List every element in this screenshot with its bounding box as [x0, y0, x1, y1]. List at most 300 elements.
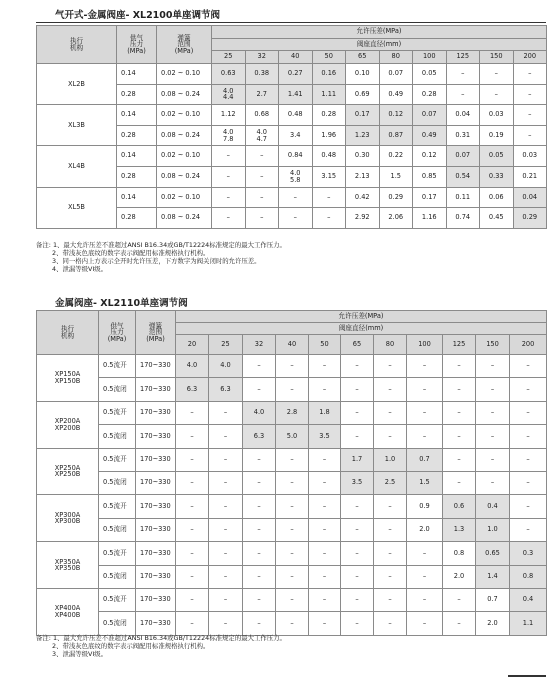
value-cell: –	[443, 401, 476, 424]
spring-cell: 170~330	[136, 401, 176, 424]
value-cell: 0.63	[212, 64, 246, 85]
value-cell: –	[513, 64, 547, 85]
note-line: 3、泄漏等级VI级。	[52, 650, 108, 658]
value-cell: –	[341, 401, 374, 424]
value-cell: –	[407, 425, 443, 448]
value-cell: 6.3	[209, 378, 243, 401]
title-divider	[36, 22, 546, 23]
value-cell: –	[513, 105, 547, 126]
value-cell: 3.5	[309, 425, 341, 448]
value-cell: –	[212, 208, 246, 229]
value-cell: –	[209, 425, 243, 448]
value-cell: 0.28	[312, 105, 346, 126]
value-cell: –	[312, 208, 346, 229]
value-cell: 0.69	[346, 84, 380, 105]
value-cell: 0.45	[480, 208, 514, 229]
spring-cell: 0.08 ~ 0.24	[157, 84, 212, 105]
note-line: 2、带浅灰色底纹的数字表示阀配用标准规格执行机构。	[52, 249, 210, 257]
supply-cell: 0.5流开	[99, 542, 136, 565]
value-cell: 1.11	[312, 84, 346, 105]
value-cell: –	[309, 378, 341, 401]
value-cell: –	[476, 401, 510, 424]
value-cell: 2.0	[476, 612, 510, 635]
value-cell: –	[513, 84, 547, 105]
value-cell: –	[309, 588, 341, 611]
table-row	[37, 471, 547, 494]
value-cell: –	[407, 588, 443, 611]
table1-notes	[36, 241, 286, 273]
spring-cell: 0.08 ~ 0.24	[157, 208, 212, 229]
value-cell: –	[443, 355, 476, 378]
table-row	[37, 378, 547, 401]
supply-cell: 0.28	[117, 166, 157, 187]
value-cell: 0.6	[443, 495, 476, 518]
value-cell: –	[446, 64, 480, 85]
value-cell: –	[476, 378, 510, 401]
value-cell: –	[243, 565, 276, 588]
value-cell: –	[513, 125, 547, 146]
value-cell: 0.68	[245, 105, 279, 126]
value-cell: 0.03	[480, 105, 514, 126]
supply-cell: 0.5流开	[99, 355, 136, 378]
actuator-header: 执行 机构	[37, 311, 99, 355]
value-cell: –	[510, 378, 547, 401]
value-cell: 3.15	[312, 166, 346, 187]
value-cell: –	[374, 612, 407, 635]
table2-title: 金属阀座- XL2110单座调节阀	[55, 298, 188, 309]
actuator-cell: XL5B	[37, 187, 117, 228]
value-cell: –	[309, 471, 341, 494]
value-cell: –	[245, 187, 279, 208]
value-cell: 1.3	[443, 518, 476, 541]
value-cell: –	[312, 187, 346, 208]
value-cell: 6.3	[243, 425, 276, 448]
value-cell: –	[341, 378, 374, 401]
value-cell: 0.7	[407, 448, 443, 471]
value-cell: –	[476, 425, 510, 448]
value-cell: 0.49	[379, 84, 413, 105]
supply-cell: 0.5流闭	[99, 378, 136, 401]
value-cell: 1.8	[309, 401, 341, 424]
value-cell: –	[407, 401, 443, 424]
value-cell: 1.5	[407, 471, 443, 494]
value-cell: 0.07	[413, 105, 447, 126]
value-cell: –	[276, 448, 309, 471]
value-cell: 1.0	[476, 518, 510, 541]
value-cell: –	[276, 495, 309, 518]
value-cell: –	[341, 425, 374, 448]
spring-header: 弹簧 范围 (MPa)	[136, 311, 176, 355]
value-cell: –	[510, 355, 547, 378]
value-cell: 1.5	[379, 166, 413, 187]
size-header: 25	[212, 51, 246, 64]
value-cell: –	[341, 542, 374, 565]
value-cell: 2.0	[443, 565, 476, 588]
value-cell: 4.0 4.4	[212, 84, 246, 105]
value-cell: 0.17	[346, 105, 380, 126]
value-cell: –	[212, 166, 246, 187]
value-cell: 0.8	[443, 542, 476, 565]
value-cell: –	[374, 518, 407, 541]
value-cell: –	[407, 542, 443, 565]
actuator-cell: XL4B	[37, 146, 117, 187]
value-cell: 0.12	[379, 105, 413, 126]
value-cell: –	[374, 588, 407, 611]
header-row	[37, 311, 547, 323]
value-cell: 0.33	[480, 166, 514, 187]
table-row	[37, 495, 547, 518]
supply-cell: 0.28	[117, 125, 157, 146]
value-cell: 0.22	[379, 146, 413, 167]
supply-cell: 0.14	[117, 64, 157, 85]
value-cell: –	[243, 518, 276, 541]
actuator-cell: XP300A XP300B	[37, 495, 99, 542]
value-cell: –	[446, 84, 480, 105]
value-cell: 0.12	[413, 146, 447, 167]
value-cell: 0.8	[510, 565, 547, 588]
value-cell: –	[309, 565, 341, 588]
value-cell: –	[245, 208, 279, 229]
value-cell: –	[209, 518, 243, 541]
value-cell: –	[245, 146, 279, 167]
note-line: 3、同一格内上方表示全开时允许压差，下方数字为阀关闭时的允许压差。	[52, 257, 261, 265]
seat-diameter-header: 阀座直径(mm)	[212, 39, 547, 51]
spring-cell: 170~330	[136, 448, 176, 471]
value-cell: –	[209, 471, 243, 494]
supply-cell: 0.5流闭	[99, 565, 136, 588]
value-cell: 0.38	[245, 64, 279, 85]
value-cell: –	[209, 588, 243, 611]
supply-cell: 0.5流开	[99, 448, 136, 471]
value-cell: –	[176, 471, 209, 494]
value-cell: –	[176, 565, 209, 588]
value-cell: –	[510, 448, 547, 471]
value-cell: 0.30	[346, 146, 380, 167]
supply-cell: 0.5流开	[99, 588, 136, 611]
value-cell: 4.0	[176, 355, 209, 378]
note-line: 4、泄漏等级VI级。	[52, 265, 108, 273]
spring-cell: 170~330	[136, 542, 176, 565]
value-cell: 0.03	[513, 146, 547, 167]
value-cell: –	[209, 401, 243, 424]
value-cell: –	[276, 355, 309, 378]
value-cell: 0.42	[346, 187, 380, 208]
table-row	[37, 187, 547, 208]
value-cell: 0.49	[413, 125, 447, 146]
value-cell: 0.7	[476, 588, 510, 611]
value-cell: –	[443, 448, 476, 471]
size-header: 100	[413, 51, 447, 64]
value-cell: 4.0 5.8	[279, 166, 313, 187]
value-cell: –	[209, 612, 243, 635]
spring-cell: 170~330	[136, 355, 176, 378]
size-header: 80	[374, 335, 407, 355]
supply-cell: 0.5流开	[99, 401, 136, 424]
value-cell: –	[276, 588, 309, 611]
spring-cell: 170~330	[136, 565, 176, 588]
value-cell: 4.0	[243, 401, 276, 424]
value-cell: 2.8	[276, 401, 309, 424]
value-cell: 4.0 4.7	[245, 125, 279, 146]
size-header: 200	[510, 335, 547, 355]
value-cell: 1.7	[341, 448, 374, 471]
value-cell: –	[374, 355, 407, 378]
value-cell: 0.28	[413, 84, 447, 105]
allowable-pressure-header: 允许压差(MPa)	[176, 311, 547, 323]
actuator-cell: XP200A XP200B	[37, 401, 99, 448]
table2-notes	[36, 634, 286, 658]
value-cell: –	[279, 187, 313, 208]
value-cell: –	[309, 355, 341, 378]
actuator-cell: XP400A XP400B	[37, 588, 99, 635]
supply-cell: 0.28	[117, 84, 157, 105]
value-cell: –	[374, 542, 407, 565]
supply-cell: 0.5流开	[99, 495, 136, 518]
value-cell: –	[243, 612, 276, 635]
value-cell: –	[480, 84, 514, 105]
value-cell: –	[245, 166, 279, 187]
value-cell: –	[243, 495, 276, 518]
value-cell: –	[209, 448, 243, 471]
actuator-cell: XL3B	[37, 105, 117, 146]
value-cell: –	[476, 355, 510, 378]
actuator-cell: XL2B	[37, 64, 117, 105]
value-cell: –	[176, 425, 209, 448]
value-cell: 0.21	[513, 166, 547, 187]
size-header: 25	[209, 335, 243, 355]
note-line: 备注: 1、最大允许压差不准超过ANSI B16.34或GB/T12224标准规定的最大工作压力。	[36, 241, 286, 249]
value-cell: –	[341, 495, 374, 518]
value-cell: –	[176, 495, 209, 518]
value-cell: –	[176, 401, 209, 424]
size-header: 80	[379, 51, 413, 64]
table-row	[37, 448, 547, 471]
value-cell: 4.0 7.8	[212, 125, 246, 146]
value-cell: 0.3	[510, 542, 547, 565]
value-cell: 5.0	[276, 425, 309, 448]
value-cell: 0.74	[446, 208, 480, 229]
table-row	[37, 542, 547, 565]
supply-cell: 0.14	[117, 105, 157, 126]
value-cell: 0.65	[476, 542, 510, 565]
value-cell: –	[276, 542, 309, 565]
value-cell: 0.11	[446, 187, 480, 208]
value-cell: 1.0	[374, 448, 407, 471]
supply-cell: 0.5流闭	[99, 425, 136, 448]
table-row	[37, 518, 547, 541]
value-cell: –	[407, 355, 443, 378]
size-header: 100	[407, 335, 443, 355]
value-cell: 0.07	[446, 146, 480, 167]
size-header: 50	[309, 335, 341, 355]
value-cell: –	[407, 565, 443, 588]
value-cell: 3.4	[279, 125, 313, 146]
size-header: 150	[480, 51, 514, 64]
value-cell: –	[243, 378, 276, 401]
seat-diameter-header: 阀座直径(mm)	[176, 323, 547, 335]
actuator-header: 执行 机构	[37, 26, 117, 64]
value-cell: –	[341, 565, 374, 588]
value-cell: 0.05	[413, 64, 447, 85]
value-cell: –	[276, 471, 309, 494]
value-cell: –	[209, 495, 243, 518]
value-cell: –	[374, 401, 407, 424]
value-cell: –	[243, 588, 276, 611]
allowable-pressure-header: 允许压差(MPa)	[212, 26, 547, 39]
value-cell: –	[276, 378, 309, 401]
table1-title: 气开式-金属阀座- XL2100单座调节阀	[55, 10, 221, 21]
spring-cell: 170~330	[136, 495, 176, 518]
value-cell: 0.29	[513, 208, 547, 229]
supply-header: 供气 压力 (MPa)	[99, 311, 136, 355]
value-cell: –	[276, 612, 309, 635]
value-cell: 0.17	[413, 187, 447, 208]
value-cell: 0.48	[279, 105, 313, 126]
supply-cell: 0.14	[117, 146, 157, 167]
value-cell: 1.41	[279, 84, 313, 105]
value-cell: –	[276, 565, 309, 588]
value-cell: 1.16	[413, 208, 447, 229]
value-cell: 0.87	[379, 125, 413, 146]
value-cell: –	[341, 518, 374, 541]
xl2110-table	[36, 310, 547, 636]
value-cell: –	[510, 425, 547, 448]
size-header: 200	[513, 51, 547, 64]
value-cell: 0.04	[446, 105, 480, 126]
table-row	[37, 355, 547, 378]
xl2100-table	[36, 25, 547, 229]
value-cell: –	[276, 518, 309, 541]
supply-cell: 0.28	[117, 208, 157, 229]
value-cell: –	[374, 378, 407, 401]
size-header: 40	[279, 51, 313, 64]
value-cell: –	[209, 542, 243, 565]
supply-header: 供气 压力 (MPa)	[117, 26, 157, 64]
value-cell: 0.4	[476, 495, 510, 518]
table-row	[37, 146, 547, 167]
supply-cell: 0.5流闭	[99, 471, 136, 494]
note-line: 备注: 1、最大允许压差不准超过ANSI B16.34或GB/T12224标准规定的最大工作压力。	[36, 634, 286, 642]
value-cell: –	[176, 542, 209, 565]
supply-cell: 0.5流闭	[99, 518, 136, 541]
table-row	[37, 64, 547, 85]
value-cell: –	[341, 355, 374, 378]
value-cell: –	[176, 612, 209, 635]
note-line: 2、带浅灰色底纹的数字表示阀配用标准规格执行机构。	[52, 642, 210, 650]
header-row	[37, 26, 547, 39]
value-cell: –	[309, 612, 341, 635]
spring-cell: 170~330	[136, 471, 176, 494]
size-header: 50	[312, 51, 346, 64]
value-cell: 0.31	[446, 125, 480, 146]
size-header: 40	[276, 335, 309, 355]
value-cell: –	[176, 518, 209, 541]
value-cell: –	[341, 612, 374, 635]
value-cell: 0.04	[513, 187, 547, 208]
value-cell: –	[374, 425, 407, 448]
size-header: 150	[476, 335, 510, 355]
value-cell: –	[374, 565, 407, 588]
spring-cell: 0.08 ~ 0.24	[157, 166, 212, 187]
value-cell: 0.06	[480, 187, 514, 208]
value-cell: 0.19	[480, 125, 514, 146]
value-cell: –	[443, 425, 476, 448]
spring-cell: 0.02 ~ 0.10	[157, 146, 212, 167]
spring-cell: 0.02 ~ 0.10	[157, 105, 212, 126]
value-cell: –	[443, 378, 476, 401]
value-cell: 0.07	[379, 64, 413, 85]
value-cell: 3.5	[341, 471, 374, 494]
value-cell: –	[510, 471, 547, 494]
value-cell: –	[243, 471, 276, 494]
spring-cell: 170~330	[136, 425, 176, 448]
size-header: 20	[176, 335, 209, 355]
value-cell: –	[309, 495, 341, 518]
value-cell: 0.85	[413, 166, 447, 187]
value-cell: 0.16	[312, 64, 346, 85]
size-header: 65	[341, 335, 374, 355]
value-cell: 2.0	[407, 518, 443, 541]
value-cell: –	[510, 518, 547, 541]
value-cell: –	[176, 448, 209, 471]
size-header: 32	[245, 51, 279, 64]
value-cell: 2.06	[379, 208, 413, 229]
value-cell: 2.7	[245, 84, 279, 105]
supply-cell: 0.5流闭	[99, 612, 136, 635]
value-cell: –	[176, 588, 209, 611]
value-cell: –	[443, 612, 476, 635]
spring-header: 弹簧 范围 (MPa)	[157, 26, 212, 64]
value-cell: –	[480, 64, 514, 85]
value-cell: 1.23	[346, 125, 380, 146]
table-row	[37, 401, 547, 424]
actuator-cell: XP350A XP350B	[37, 542, 99, 589]
value-cell: 0.27	[279, 64, 313, 85]
table-row	[37, 105, 547, 126]
value-cell: –	[407, 378, 443, 401]
size-header: 125	[443, 335, 476, 355]
value-cell: 2.13	[346, 166, 380, 187]
spring-cell: 170~330	[136, 518, 176, 541]
spring-cell: 0.08 ~ 0.24	[157, 125, 212, 146]
value-cell: –	[212, 146, 246, 167]
spring-cell: 170~330	[136, 612, 176, 635]
value-cell: –	[243, 542, 276, 565]
value-cell: –	[309, 448, 341, 471]
spring-cell: 0.02 ~ 0.10	[157, 64, 212, 85]
value-cell: 0.10	[346, 64, 380, 85]
value-cell: –	[243, 448, 276, 471]
page-footer-bar	[508, 675, 546, 677]
size-header: 65	[346, 51, 380, 64]
table-row	[37, 425, 547, 448]
value-cell: 1.12	[212, 105, 246, 126]
value-cell: 0.9	[407, 495, 443, 518]
table-row	[37, 588, 547, 611]
value-cell: –	[279, 208, 313, 229]
value-cell: –	[476, 448, 510, 471]
value-cell: –	[407, 612, 443, 635]
table-row	[37, 565, 547, 588]
value-cell: –	[309, 542, 341, 565]
value-cell: –	[374, 495, 407, 518]
value-cell: 1.1	[510, 612, 547, 635]
value-cell: –	[209, 565, 243, 588]
value-cell: 1.96	[312, 125, 346, 146]
value-cell: 0.4	[510, 588, 547, 611]
spring-cell: 170~330	[136, 378, 176, 401]
value-cell: –	[476, 471, 510, 494]
